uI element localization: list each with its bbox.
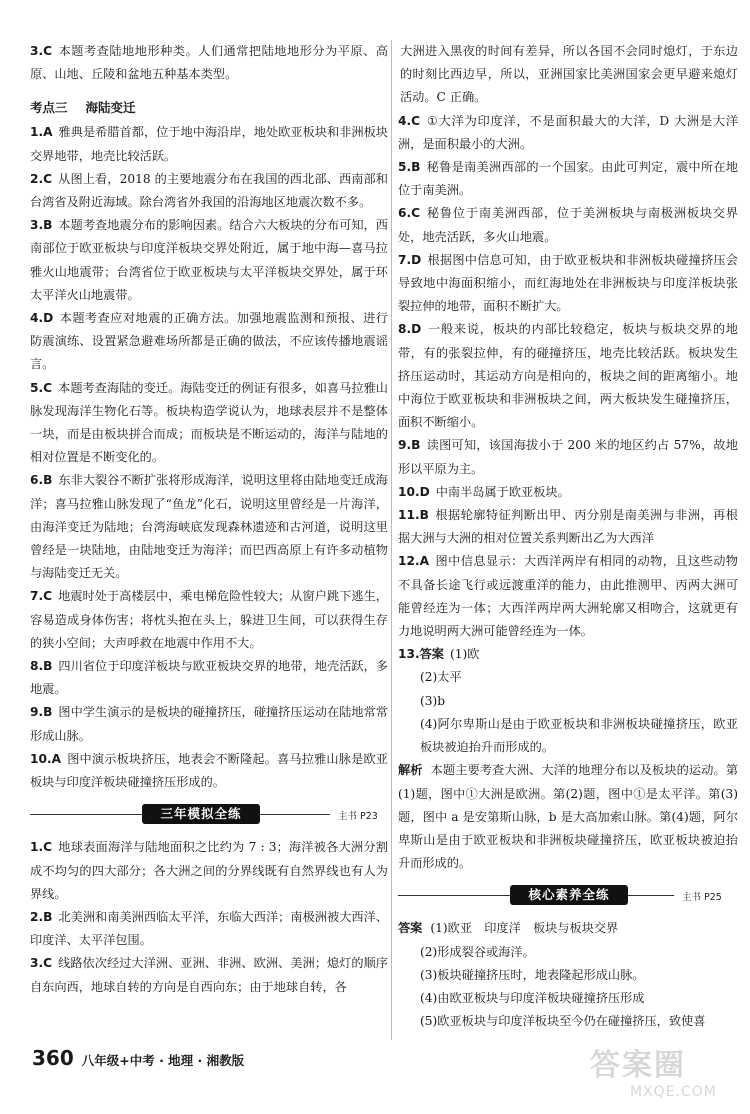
item-text: 秘鲁是南美洲西部的一个国家。由此可判定，震中所在地位于南美洲。 [398,160,738,198]
item-number: 1.C [30,840,53,855]
answer-item [30,655,388,701]
analysis-label: 解析 [398,763,423,778]
answer-item [30,168,388,214]
item-number: 12.A [398,554,430,569]
banner-rule-left [398,895,510,896]
watermark [590,1040,740,1110]
item-text: 地震时处于高楼层中，乘电梯危险性较大；从窗户跳下逃生，容易造成身体伤害；将枕头抱在头上，躲进卫生间，可以获得生存的狭小空间；大声呼救在地震中作用不大。 [30,589,388,650]
answer-item [398,202,738,248]
final-answer-head [398,917,738,940]
right-column [398,40,738,1033]
item-number: 3.C [30,956,53,971]
banner-rule-right [260,814,330,815]
item-number: 9.B [398,438,421,453]
section-heading [30,96,388,119]
answer-item [30,469,388,585]
answer-item [30,307,388,377]
answer-item [30,214,388,307]
section-label: 考点三 [30,100,68,116]
item-text: 地球表面海洋与陆地面积之比约为 7 : 3；海洋被各大洲分割成不均匀的四大部分；各大洲之间的分界线既有自然界线也有人为界线。 [30,840,388,901]
page-footer [32,1046,244,1070]
answer-item [30,906,388,952]
item-text: 秘鲁位于南美洲西部，位于美洲板块与南极洲板块交界处，地壳活跃，多火山地震。 [398,206,738,244]
item-text: 线路依次经过大洋洲、亚洲、非洲、欧洲、美洲；熄灯的顺序自东向西，地球自转的方向是自西向东；由于地球自转，各 [30,956,388,994]
section-title: 海陆变迁 [85,100,136,116]
item-text: 读图可知，该国海拔小于 200 米的地区约占 57%，故地形以平原为主。 [398,438,738,476]
item-text: 根据图中信息可知，由于欧亚板块和非洲板块碰撞挤压会导致地中海面积缩小，而红海地处在非洲板块与印度洋板块张裂拉伸的地带，面积不断扩大。 [398,252,738,314]
item-number: 10.A [30,751,62,766]
item-text: 根据轮廓特征判断出甲、丙分别是南美洲与非洲，再根据大洲与大洲的相对位置关系判断出乙为大西洋 [398,508,738,546]
q13-answer-head [398,643,738,666]
item-text: 中南半岛属于欧亚板块。 [435,484,570,499]
answer-line: (1)欧亚 印度洋 板块与板块交界 [430,921,619,936]
item-text: 北美洲和南美洲西临太平洋，东临大西洋；南极洲被大西洋、印度洋、太平洋包围。 [30,909,388,948]
page-number: 360 [32,1046,74,1070]
answer-item [30,748,388,794]
item-number: 8.B [30,659,53,674]
footer-book-title: 八年级+中考 · 地理 · 湘教版 [81,1053,245,1068]
item-number: 7.D [398,252,422,267]
item-number: 7.C [30,589,53,604]
answer-item [398,156,738,202]
book-page-ref: 主书 P23 [338,811,378,823]
item-number: 3.C [30,44,53,58]
item-text: 图中信息显示：大西洋两岸有相同的动物，且这些动物不具备长途飞行或远渡重洋的能力，由此推测甲、丙两大洲可能曾经连为一体；大西洋两岸两大洲轮廓又相吻合，这就更有力地说明两大洲可能曾经连为一体。 [398,554,738,639]
banner-rule-left [30,814,142,815]
q13-line: (3)b [420,693,446,708]
answer-line: (5)欧亚板块与印度洋板块至今仍在碰撞挤压，致使喜 [420,1014,706,1029]
section-banner-row [30,800,388,832]
answer-line: (4)由欧亚板块与印度洋板块碰撞挤压形成 [420,990,645,1005]
answer-item [30,701,388,747]
item-number: 2.C [30,171,53,186]
answer-item [398,249,738,319]
item-text: 四川省位于印度洋板块与欧亚板块交界的地带，地壳活跃，多地震。 [30,659,388,697]
item-number: 5.C [30,380,53,395]
analysis-text: 本题主要考查大洲、大洋的地理分布以及板块的运动。第(1)题，图中①大洲是欧洲。第(2)题，图中①是太平洋。第(3)题，图中 a 是安第斯山脉，b 是大高加索山脉。第(4)题，阿尔卑斯山是由于欧亚板块和非洲板块碰撞挤压，欧亚板块被迫抬升而形成的。 [398,763,739,871]
section-banner: 核心素养全练 [510,885,628,905]
section-banner: 三年模拟全练 [142,804,260,824]
item-number: 9.B [30,705,53,720]
item-text: ①大洋为印度洋，不是面积最大的大洋，D 大洲是大洋洲，是面积最小的大洲。 [398,113,738,151]
item-number: 4.C [398,113,421,128]
book-page-ref: 主书 P25 [682,892,722,904]
answer-item [398,318,738,434]
q13-analysis [398,759,738,875]
item-number: 1.A [30,125,53,140]
section-banner-row [398,881,738,913]
answer-item [398,550,738,643]
item-text: 本题考查地震分布的影响因素。结合六大板块的分布可知，西南部位于欧亚板块与印度洋板块交界处附近，属于地中海—喜马拉雅火山地震带；台湾省位于欧亚板块与太平洋板块交界处，属于环太平洋火山地震带。 [30,218,388,302]
answer-item [30,836,388,906]
item-number: 2.B [30,909,53,924]
left-column [30,40,388,999]
answer-item [30,585,388,655]
answer-item [30,40,388,86]
item-number: 6.B [30,473,53,488]
answer-line: (2)形成裂谷或海洋。 [420,944,535,959]
watermark-url: MXQE.COM [630,1084,717,1100]
answer-item [30,121,388,167]
watermark-logo-text: 答案圈 [590,1048,686,1083]
item-number: 10.D [398,484,430,499]
item-text: 本题考查陆地地形种类。人们通常把陆地地形分为平原、高原、山地、丘陵和盆地五种基本类型。 [30,44,388,82]
q13-line: (2)太平 [420,670,462,685]
answer-line: (3)板块碰撞挤压时，地表隆起形成山脉。 [420,967,645,982]
answer-item [398,481,738,504]
item-text: 雅典是希腊首都，位于地中海沿岸，地处欧亚板块和非洲板块交界地带，地壳比较活跃。 [30,125,388,163]
item-number: 8.D [398,322,422,337]
answer-item [398,110,738,156]
answer-item [398,504,738,550]
banner-rule-right [628,895,674,896]
item-number: 4.D [30,311,54,326]
continued-text: 大洲进入黑夜的时间有差异，所以各国不会同时熄灯，于东边的时刻比西边早，所以，亚洲国家比美洲国家会更早避来熄灯活动。C 正确。 [400,44,738,105]
answer-item [30,952,388,998]
item-number: 6.C [398,206,421,221]
answer-item [30,377,388,470]
item-number: 11.B [398,508,429,523]
item-text: 东非大裂谷不断扩张将形成海洋，说明这里将由陆地变迁成海洋；喜马拉雅山脉发现了“鱼龙”化石，说明这里曾经是一片海洋，由海洋变迁为陆地；台湾海峡底发现森林遗迹和古河道，说明这里曾经是一块陆地，由陆地变迁为海洋；而巴西高原上有许多动植物与海陆变迁无关。 [30,473,388,581]
column-divider [391,40,392,1040]
q13-line: (1)欧 [449,647,480,662]
item-text: 本题考查海陆的变迁。海陆变迁的例证有很多，如喜马拉雅山脉发现海洋生物化石等。板块构造学说认为，地球表层并不是整体一块，而是由板块拼合而成；而板块是不断运动的，海洋与陆地的相对位置是不断变化的。 [30,380,388,465]
item-text: 一般来说，板块的内部比较稳定，板块与板块交界的地带，有的张裂拉伸，有的碰撞挤压，地壳比较活跃。板块发生挤压运动时，其运动方向是相向的，板块之间的距离缩小。地中海位于欧亚板块和非洲板块之间，两大板块发生碰撞挤压，面积不断缩小。 [398,322,738,430]
item-text: 本题考查应对地震的正确方法。加强地震监测和预报、进行防震演练、设置紧急避难场所都是正确的做法，不应该传播地震谣言。 [30,311,388,372]
item-text: 图中学生演示的是板块的碰撞挤压，碰撞挤压运动在陆地常常形成山脉。 [30,705,388,743]
answer-item [398,434,738,480]
answer-label: 答案 [398,921,423,936]
item-text: 从图上看，2018 的主要地震分布在我国的西北部、西南部和台湾省及附近海域。除台湾省外我国的沿海地区地震次数不多。 [30,171,388,210]
item-number: 5.B [398,160,421,175]
item-number: 13.答案 [398,647,444,662]
item-text: 图中演示板块挤压，地表会不断隆起。喜马拉雅山脉是欧亚板块与印度洋板块碰撞挤压形成的。 [30,751,388,790]
item-number: 3.B [30,218,53,233]
q13-line: (4)阿尔卑斯山是由于欧亚板块和非洲板块碰撞挤压，欧亚板块被迫抬升而形成的。 [420,716,738,755]
